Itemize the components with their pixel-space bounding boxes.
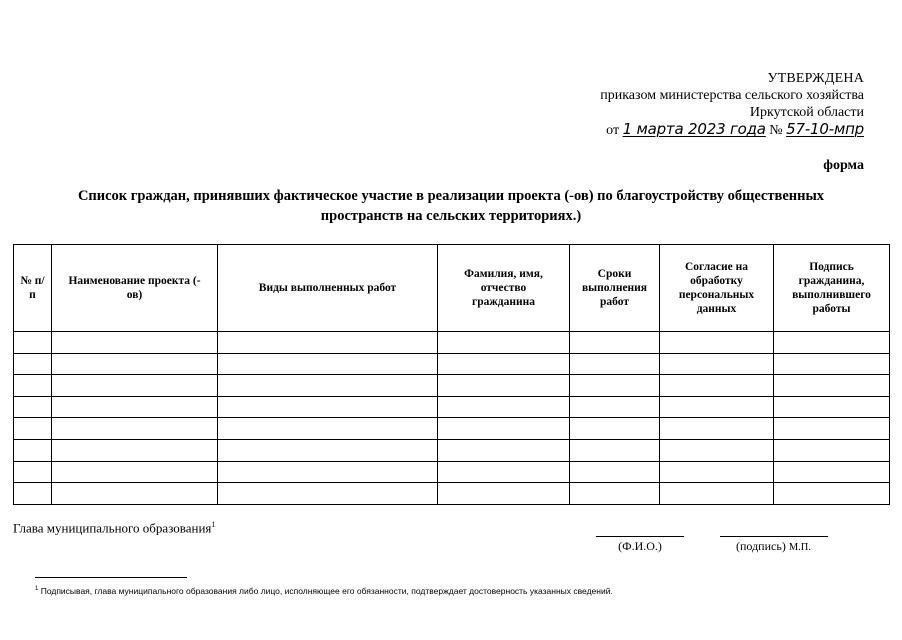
document-title — [40, 186, 862, 226]
table-cell[interactable] — [438, 396, 570, 418]
table-cell[interactable] — [218, 439, 438, 461]
table-cell[interactable] — [438, 439, 570, 461]
table-cell[interactable] — [660, 439, 774, 461]
table-row — [14, 483, 890, 505]
table-cell[interactable] — [438, 353, 570, 375]
header-work-terms: Сроки выполнения работ — [570, 245, 660, 332]
fio-line[interactable] — [596, 536, 684, 537]
table-cell[interactable] — [218, 418, 438, 440]
table-cell[interactable] — [14, 375, 52, 397]
header-consent: Согласие на обработку персональных данных — [660, 245, 774, 332]
table-row — [14, 418, 890, 440]
table-cell[interactable] — [52, 396, 218, 418]
head-label: Глава муниципального образования — [13, 520, 212, 536]
table-row — [14, 353, 890, 375]
table-cell[interactable] — [438, 461, 570, 483]
table-cell[interactable] — [570, 461, 660, 483]
table-cell[interactable] — [438, 483, 570, 505]
table-cell[interactable] — [14, 332, 52, 354]
table-cell[interactable] — [774, 375, 890, 397]
table-row — [14, 332, 890, 354]
table-cell[interactable] — [52, 461, 218, 483]
approval-line-1: приказом министерства сельского хозяйства — [600, 88, 864, 103]
footnote — [35, 586, 613, 596]
table-row — [14, 396, 890, 418]
approval-line-2: Иркутской области — [749, 105, 864, 120]
table-cell[interactable] — [14, 353, 52, 375]
table-cell[interactable] — [52, 332, 218, 354]
approval-block — [504, 70, 864, 174]
signature-label: (подпись) — [736, 539, 786, 553]
header-number: № п/п — [14, 245, 52, 332]
table-cell[interactable] — [570, 418, 660, 440]
table-cell[interactable] — [660, 483, 774, 505]
footnote-text: Подписывая, глава муниципального образования либо лицо, исполняющее его обязанности, подтверждает достоверность указанных сведений. — [38, 586, 613, 596]
table-cell[interactable] — [660, 418, 774, 440]
table-cell[interactable] — [570, 439, 660, 461]
date-prefix: от — [606, 123, 620, 138]
table-cell[interactable] — [438, 375, 570, 397]
table-cell[interactable] — [774, 461, 890, 483]
table-cell[interactable] — [218, 396, 438, 418]
head-footnote-mark: 1 — [211, 520, 216, 529]
header-project-name: Наименование проекта (-ов) — [52, 245, 218, 332]
table-cell[interactable] — [570, 483, 660, 505]
table-cell[interactable] — [218, 375, 438, 397]
table-cell[interactable] — [52, 375, 218, 397]
table-cell[interactable] — [52, 353, 218, 375]
table-cell[interactable] — [218, 332, 438, 354]
table-cell[interactable] — [438, 332, 570, 354]
header-work-types: Виды выполненных работ — [218, 245, 438, 332]
table-cell[interactable] — [218, 461, 438, 483]
handwritten-date: 1 марта 2023 года — [622, 120, 766, 138]
table-cell[interactable] — [52, 439, 218, 461]
table-cell[interactable] — [660, 396, 774, 418]
table-row — [14, 439, 890, 461]
approval-date-line — [504, 121, 864, 139]
table-cell[interactable] — [52, 418, 218, 440]
signature-label-block — [736, 539, 811, 554]
table-cell[interactable] — [660, 332, 774, 354]
document-title-line-1: Список граждан, принявших фактическое участие в реализации проекта (-ов) по благоустройству общественных — [77, 188, 825, 204]
number-prefix: № — [769, 123, 783, 138]
table-cell[interactable] — [660, 375, 774, 397]
table-cell[interactable] — [438, 418, 570, 440]
table-cell[interactable] — [774, 332, 890, 354]
table-cell[interactable] — [218, 483, 438, 505]
table-cell[interactable] — [660, 461, 774, 483]
table-row — [14, 375, 890, 397]
document-title-line-2: пространств на сельских территориях.) — [320, 208, 582, 224]
footnote-divider — [35, 577, 187, 578]
form-label: форма — [823, 158, 864, 173]
table-cell[interactable] — [14, 396, 52, 418]
approval-title: УТВЕРЖДЕНА — [767, 71, 864, 86]
table-cell[interactable] — [570, 332, 660, 354]
table-cell[interactable] — [52, 483, 218, 505]
citizens-table — [13, 244, 890, 505]
table-header-row — [14, 245, 890, 332]
table-cell[interactable] — [774, 418, 890, 440]
table-cell[interactable] — [774, 396, 890, 418]
signature-line[interactable] — [720, 536, 828, 537]
table-cell[interactable] — [570, 375, 660, 397]
table-cell[interactable] — [14, 439, 52, 461]
table-cell[interactable] — [218, 353, 438, 375]
handwritten-number: 57-10-мпр — [786, 120, 864, 138]
fio-label: (Ф.И.О.) — [618, 539, 662, 553]
table-cell[interactable] — [774, 439, 890, 461]
table-cell[interactable] — [570, 396, 660, 418]
table-cell[interactable] — [774, 353, 890, 375]
table-cell[interactable] — [14, 461, 52, 483]
table-cell[interactable] — [660, 353, 774, 375]
table-cell[interactable] — [774, 483, 890, 505]
header-full-name: Фамилия, имя, отчество гражданина — [438, 245, 570, 332]
head-label-block — [13, 520, 215, 536]
footnote-mark: 1 — [35, 586, 39, 593]
table-cell[interactable] — [14, 483, 52, 505]
stamp-label: М.П. — [788, 542, 811, 553]
table-cell[interactable] — [14, 418, 52, 440]
table-cell[interactable] — [570, 353, 660, 375]
table-row — [14, 461, 890, 483]
header-signature: Подпись гражданина, выполнившего работы — [774, 245, 890, 332]
